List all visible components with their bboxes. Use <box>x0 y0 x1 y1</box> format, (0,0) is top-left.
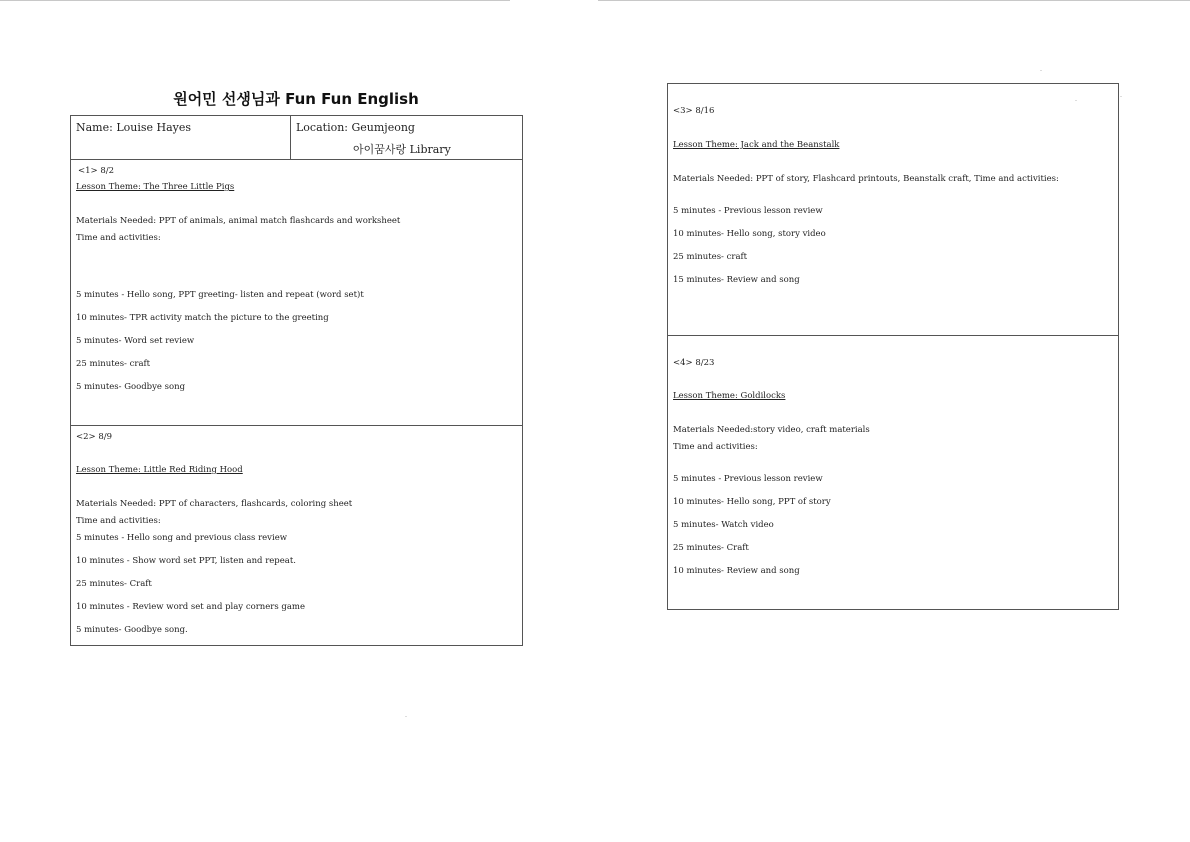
lesson-3-theme: Lesson Theme: Jack and the Beanstalk <box>673 140 840 150</box>
page-title: 원어민 선생님과 Fun Fun English <box>173 90 419 108</box>
lesson-2-activity-4: 10 minutes - Review word set and play corners game <box>76 602 305 612</box>
lesson-1-time-label: Time and activities: <box>76 233 161 243</box>
lesson-1-number-date: <1> 8/2 <box>78 166 115 176</box>
teacher-name: Name: Louise Hayes <box>76 121 192 134</box>
lesson-2-activity-5: 5 minutes- Goodbye song. <box>76 625 188 635</box>
lesson-3-activity-2: 10 minutes- Hello song, story video <box>673 229 826 239</box>
lesson-1-theme: Lesson Theme: The Three Little Pigs <box>76 182 235 192</box>
lesson-4-theme: Lesson Theme: Goldilocks <box>673 391 786 401</box>
lesson-2-time-label: Time and activities: <box>76 516 161 526</box>
lesson-row-divider <box>70 425 523 426</box>
lesson-1-activity-5: 5 minutes- Goodbye song <box>76 382 186 392</box>
lesson-3-activity-1: 5 minutes - Previous lesson review <box>673 206 823 216</box>
lesson-4-activity-5: 10 minutes- Review and song <box>673 566 800 576</box>
location-line-1: Location: Geumjeong <box>296 121 415 134</box>
lesson-2-number-date: <2> 8/9 <box>76 432 113 442</box>
left-lesson-table <box>70 115 523 646</box>
lesson-1-activity-3: 5 minutes- Word set review <box>76 336 195 346</box>
scan-speck <box>1040 70 1042 71</box>
header-column-divider <box>290 115 291 159</box>
lesson-row-divider <box>667 335 1119 336</box>
lesson-4-activity-1: 5 minutes - Previous lesson review <box>673 474 823 484</box>
lesson-1-activity-1: 5 minutes - Hello song, PPT greeting- listen and repeat (word set)t <box>76 290 364 300</box>
header-row-divider <box>70 159 523 160</box>
lesson-2-activity-3: 25 minutes- Craft <box>76 579 152 589</box>
lesson-4-activity-2: 10 minutes- Hello song, PPT of story <box>673 497 831 507</box>
lesson-2-materials: Materials Needed: PPT of characters, flashcards, coloring sheet <box>76 499 353 509</box>
lesson-3-activity-3: 25 minutes- craft <box>673 252 748 262</box>
right-lesson-table <box>667 83 1119 610</box>
location-line-2: 아이꿈사랑 Library <box>353 143 451 156</box>
lesson-3-activity-4: 15 minutes- Review and song <box>673 275 800 285</box>
scan-line <box>0 0 510 1</box>
lesson-1-activity-4: 25 minutes- craft <box>76 359 151 369</box>
lesson-2-activity-1: 5 minutes - Hello song and previous class review <box>76 533 288 543</box>
lesson-4-time-label: Time and activities: <box>673 442 758 452</box>
lesson-2-theme: Lesson Theme: Little Red Riding Hood <box>76 465 243 475</box>
lesson-4-materials: Materials Needed:story video, craft materials <box>673 425 870 435</box>
scan-line <box>598 0 1190 1</box>
scan-speck <box>405 716 407 717</box>
lesson-3-number-date: <3> 8/16 <box>673 106 715 116</box>
lesson-1-materials: Materials Needed: PPT of animals, animal match flashcards and worksheet <box>76 216 401 226</box>
lesson-1-activity-2: 10 minutes- TPR activity match the picture to the greeting <box>76 313 329 323</box>
lesson-4-activity-3: 5 minutes- Watch video <box>673 520 774 530</box>
lesson-4-activity-4: 25 minutes- Craft <box>673 543 749 553</box>
lesson-2-activity-2: 10 minutes - Show word set PPT, listen and repeat. <box>76 556 296 566</box>
scan-speck <box>1120 96 1122 97</box>
lesson-4-number-date: <4> 8/23 <box>673 358 715 368</box>
lesson-3-materials: Materials Needed: PPT of story, Flashcard printouts, Beanstalk craft, Time and activities: <box>673 174 1059 184</box>
